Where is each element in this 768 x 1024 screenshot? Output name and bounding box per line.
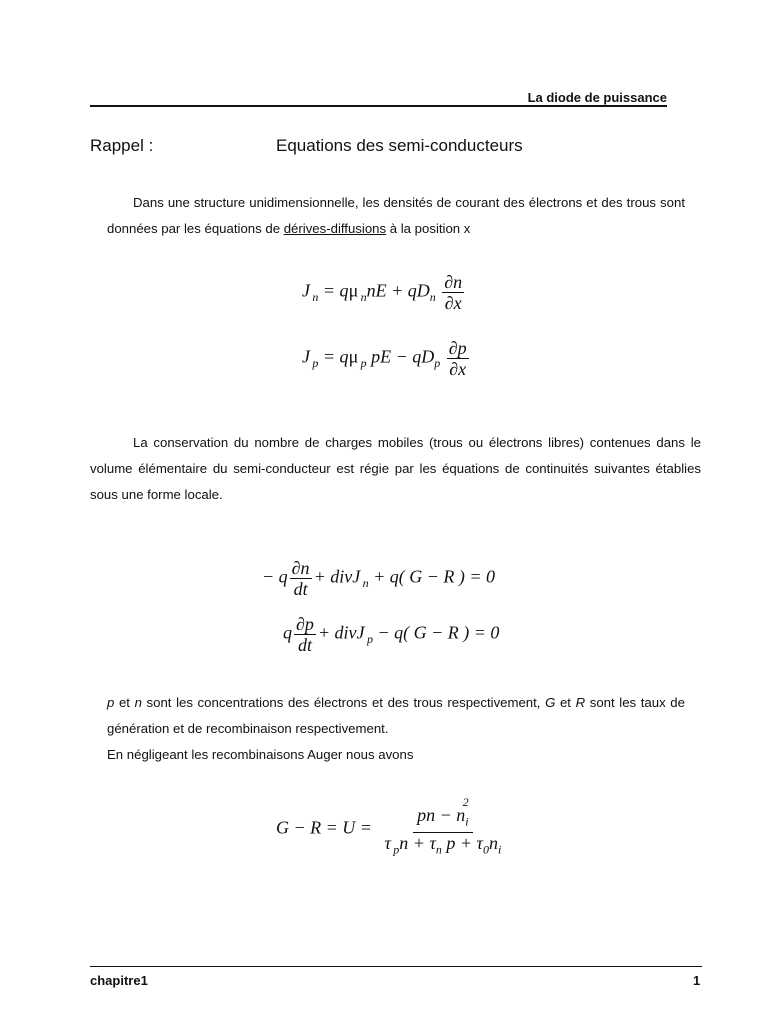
equation-jn: J $_n$ = qμ $_nnE + qD_n$ $\frac{\partial n}{\partial x}$ (302, 272, 463, 313)
rappel-label: Rappel : (90, 136, 154, 155)
equation-continuity-n: − q $\frac{\partial n}{dt}$ + divJ $_n$ + q( G − R ) = 0 (262, 558, 496, 599)
paragraph-intro: Dans une structure unidimensionnelle, les densités de courant des électrons et des trous sont données par les équations de dérives-diffusions à la position x (107, 195, 685, 236)
equation-generation-recombination: G − R = U = $\frac{pn - n_i^2}{\tau _pn + \tau_n p + \tau_0n_i}$ (276, 795, 502, 857)
link-derives-diffusions[interactable]: dérives-diffusions (283, 221, 387, 236)
header-title: La diode de puissance (527, 90, 667, 105)
footer-page-number: 1 (693, 973, 701, 988)
equation-continuity-p: q $\frac{\partial p}{dt}$ + divJ $_p$ − q( G − R ) = 0 (283, 614, 500, 655)
section-title: Equations des semi-conducteurs (276, 136, 523, 155)
equation-jp: J $_p$ = qμ $_p$ pE − $qD_p$ $\frac{\partial p}{\partial x}$ (302, 338, 467, 379)
footer-chapter: chapitre1 (90, 973, 148, 988)
header-rule (90, 105, 667, 107)
paragraph-conservation: La conservation du nombre de charges mobiles (trous ou électrons libres) contenues dans le volume élémentaire du semi-conducteur est régie par les équations de continuités suivantes établies sous une forme locale. (90, 435, 701, 502)
paragraph-concentrations: p et n sont les concentrations des électrons et des trous respectivement, G et R sont les taux de génération et de recombinaison respectivement. En négligeant les recombinaisons Auger nous avons (107, 695, 685, 762)
footer-rule (90, 966, 702, 967)
